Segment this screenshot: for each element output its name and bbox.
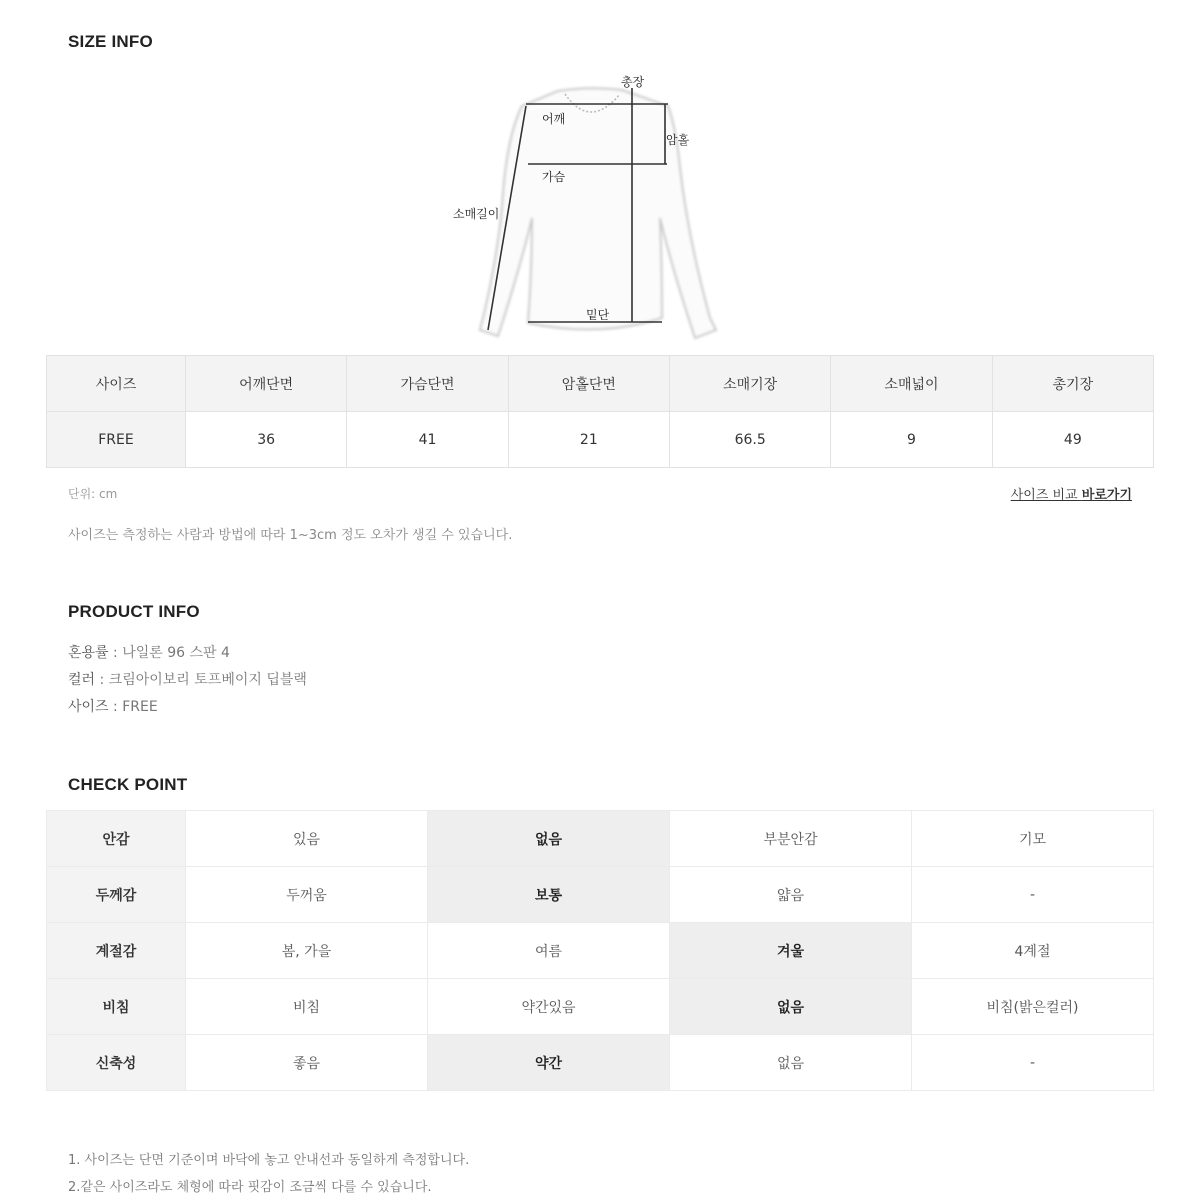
footnote: 1. 사이즈는 단면 기준이며 바닥에 놓고 안내선과 동일하게 측정합니다.	[68, 1153, 470, 1168]
check-point-option: 부분안감	[670, 811, 912, 867]
check-point-option: 비침(밝은컬러)	[912, 979, 1154, 1035]
size-header-cell: 사이즈	[47, 356, 186, 412]
size-table-row	[47, 412, 1154, 468]
diagram-label-sleeve-length: 소매길이	[453, 207, 500, 221]
product-info-item	[68, 696, 158, 716]
check-point-option: -	[912, 867, 1154, 923]
product-info-key: 혼용률	[68, 645, 109, 661]
check-point-label: 계절감	[47, 923, 186, 979]
size-diagram	[440, 68, 740, 353]
product-info-title: PRODUCT INFO	[68, 602, 200, 621]
check-point-option: 여름	[428, 923, 670, 979]
check-point-option: -	[912, 1035, 1154, 1091]
size-header-cell: 어깨단면	[186, 356, 347, 412]
size-table	[46, 355, 1154, 468]
product-info-item	[68, 642, 230, 662]
check-point-option: 좋음	[186, 1035, 428, 1091]
check-point-table	[46, 810, 1154, 1091]
check-point-option: 4계절	[912, 923, 1154, 979]
check-point-option: 있음	[186, 811, 428, 867]
diagram-label-chest: 가슴	[542, 170, 566, 184]
check-point-option: 약간있음	[428, 979, 670, 1035]
size-info-title: SIZE INFO	[68, 32, 153, 51]
size-header-cell: 소매넓이	[831, 356, 992, 412]
size-cell: 49	[992, 412, 1153, 468]
product-info-key: 컬러	[68, 672, 96, 688]
check-point-option-selected: 보통	[428, 867, 670, 923]
diagram-label-shoulder: 어깨	[542, 112, 566, 126]
diagram-label-hem: 밑단	[586, 308, 610, 322]
unit-label: 단위: cm	[68, 487, 118, 501]
size-table-header-row	[47, 356, 1154, 412]
check-point-option: 두꺼움	[186, 867, 428, 923]
size-cell: 41	[347, 412, 508, 468]
check-point-label: 비침	[47, 979, 186, 1035]
size-header-cell: 가슴단면	[347, 356, 508, 412]
check-point-label: 두께감	[47, 867, 186, 923]
product-info-value: : 나일론 96 스판 4	[108, 645, 230, 661]
check-point-option: 봄, 가을	[186, 923, 428, 979]
size-compare-link-text: 바로가기	[1081, 488, 1132, 503]
size-compare-prefix: 사이즈 비교	[1010, 488, 1078, 503]
size-cell: 36	[186, 412, 347, 468]
check-point-option: 없음	[670, 1035, 912, 1091]
check-point-option: 얇음	[670, 867, 912, 923]
size-header-cell: 소매기장	[669, 356, 830, 412]
diagram-label-armhole: 암홀	[666, 133, 690, 147]
check-point-title: CHECK POINT	[68, 775, 188, 794]
product-info-item	[68, 669, 307, 689]
check-point-row	[47, 1035, 1154, 1091]
size-note: 사이즈는 측정하는 사람과 방법에 따라 1~3cm 정도 오차가 생길 수 있습니다.	[68, 528, 513, 543]
check-point-label: 신축성	[47, 1035, 186, 1091]
check-point-option: 기모	[912, 811, 1154, 867]
size-header-cell: 총기장	[992, 356, 1153, 412]
footnote: 2.같은 사이즈라도 체형에 따라 핏감이 조금씩 다를 수 있습니다.	[68, 1180, 432, 1195]
product-info-value: : 크림아이보리 토프베이지 딥블랙	[95, 672, 307, 688]
check-point-option-selected: 겨울	[670, 923, 912, 979]
size-header-cell: 암홀단면	[508, 356, 669, 412]
product-info-key: 사이즈	[68, 699, 109, 715]
size-compare-link[interactable]	[1011, 484, 1132, 503]
diagram-label-total-length: 총장	[621, 75, 645, 89]
check-point-option-selected: 없음	[670, 979, 912, 1035]
size-cell: 9	[831, 412, 992, 468]
product-info-value: : FREE	[108, 699, 158, 715]
size-cell: 66.5	[669, 412, 830, 468]
check-point-row	[47, 867, 1154, 923]
check-point-option: 비침	[186, 979, 428, 1035]
check-point-row	[47, 979, 1154, 1035]
check-point-option-selected: 약간	[428, 1035, 670, 1091]
check-point-row	[47, 811, 1154, 867]
size-cell: FREE	[47, 412, 186, 468]
check-point-row	[47, 923, 1154, 979]
size-cell: 21	[508, 412, 669, 468]
check-point-label: 안감	[47, 811, 186, 867]
check-point-option-selected: 없음	[428, 811, 670, 867]
